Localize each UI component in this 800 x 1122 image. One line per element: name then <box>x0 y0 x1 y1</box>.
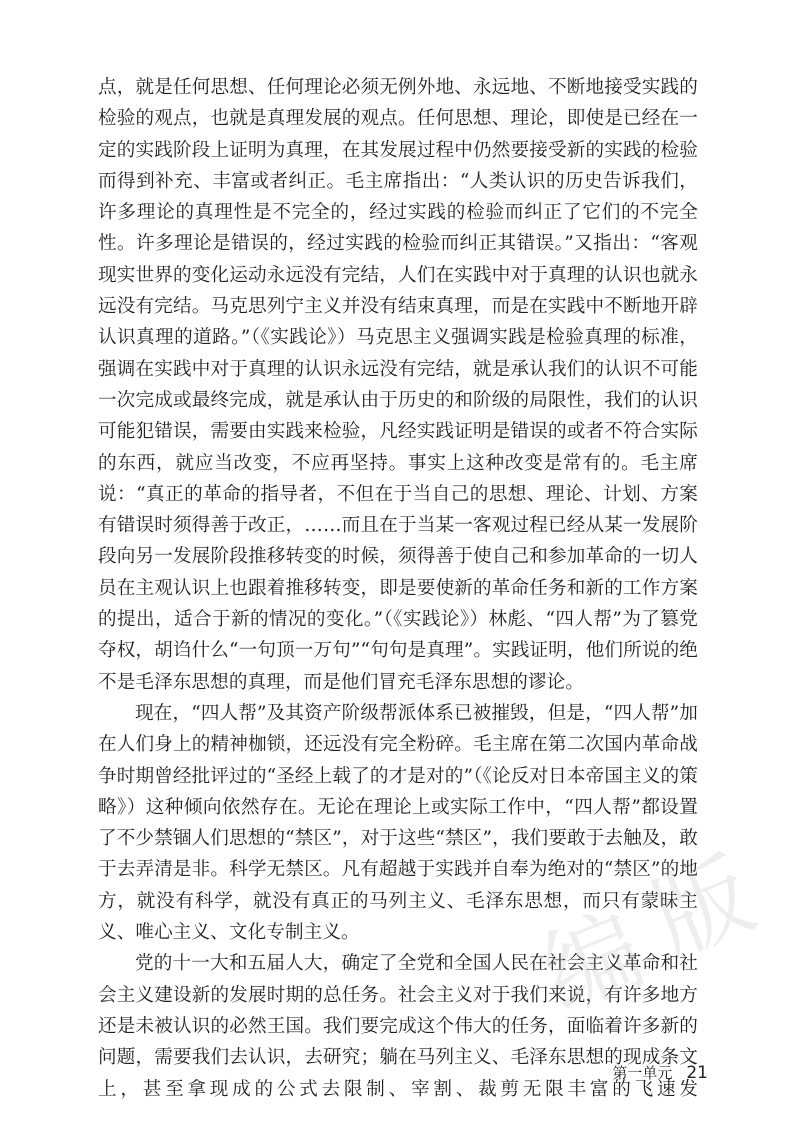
paragraph-1: 点，就是任何思想、任何理论必须无例外地、永远地、不断地接受实践的检验的观点，也就是真理发展的观点。任何思想、理论，即使是已经在一定的实践阶段上证明为真理，在其发展过程中仍然要接受新的实践的检验而得到补充、丰富或者纠正。毛主席指出：“人类认识的历史告诉我们，许多理论的真理性是不完全的，经过实践的检验而纠正了它们的不完全性。许多理论是错误的，经过实践的检验而纠正其错误。”又指出：“客观现实世界的变化运动永远没有完结，人们在实践中对于真理的认识也就永远没有完结。马克思列宁主义并没有结束真理，而是在实践中不断地开辟认识真理的道路。”（《实践论》）马克思主义强调实践是检验真理的标准，强调在实践中对于真理的认识永远没有完结，就是承认我们的认识不可能一次完成或最终完成，就是承认由于历史的和阶级的局限性，我们的认识可能犯错误，需要由实践来检验，凡经实践证明是错误的或者不符合实际的东西，就应当改变，不应再坚持。事实上这种改变是常有的。毛主席说：“真正的革命的指导者，不但在于当自己的思想、理论、计划、方案有错误时须得善于改正，……而且在于当某一客观过程已经从某一发展阶段向另一发展阶段推移转变的时候，须得善于使自己和参加革命的一切人员在主观认识上也跟着推移转变，即是要使新的革命任务和新的工作方案的提出，适合于新的情况的变化。”（《实践论》）林彪、“四人帮”为了篡党夺权，胡诌什么“一句顶一万句”“句句是真理”。实践证明，他们所说的绝不是毛泽东思想的真理，而是他们冒充毛泽东思想的谬论。 <box>98 77 698 693</box>
paragraph-2: 现在，“四人帮”及其资产阶级帮派体系已被摧毁，但是，“四人帮”加在人们身上的精神枷锁，还远没有完全粉碎。毛主席在第二次国内革命战争时期曾经批评过的“圣经上载了的才是对的”（《论反对日本帝国主义的策略》）这种倾向依然存在。无论在理论上或实际工作中，“四人帮”都设置了不少禁锢人们思想的“禁区”，对于这些“禁区”，我们要敢于去触及，敢于去弄清是非。科学无禁区。凡有超越于实践并自奉为绝对的“禁区”的地方，就没有科学，就没有真正的马列主义、毛泽东思想，而只有蒙昧主义、唯心主义、文化专制主义。 <box>98 702 698 944</box>
watermark-char-2: 版 <box>637 837 769 978</box>
paragraph-3: 党的十一大和五届人大，确定了全党和全国人民在社会主义革命和社会主义建设新的发展时期的总任务。社会主义对于我们来说，有许多地方还是未被认识的必然王国。我们要完成这个伟大的任务，面临着许多新的问题，需要我们去认识，去研究；躺在马列主义、毛泽东思想的现成条文上，甚至拿现成的公式去限制、宰割、裁剪无限丰富的飞速发 <box>98 953 698 1100</box>
watermark-char-1: 编 <box>527 892 659 1033</box>
page-footer <box>612 1062 708 1083</box>
page-number: 21 <box>686 1063 708 1083</box>
body-text <box>98 72 698 1105</box>
unit-label: 第一单元 <box>612 1064 673 1082</box>
